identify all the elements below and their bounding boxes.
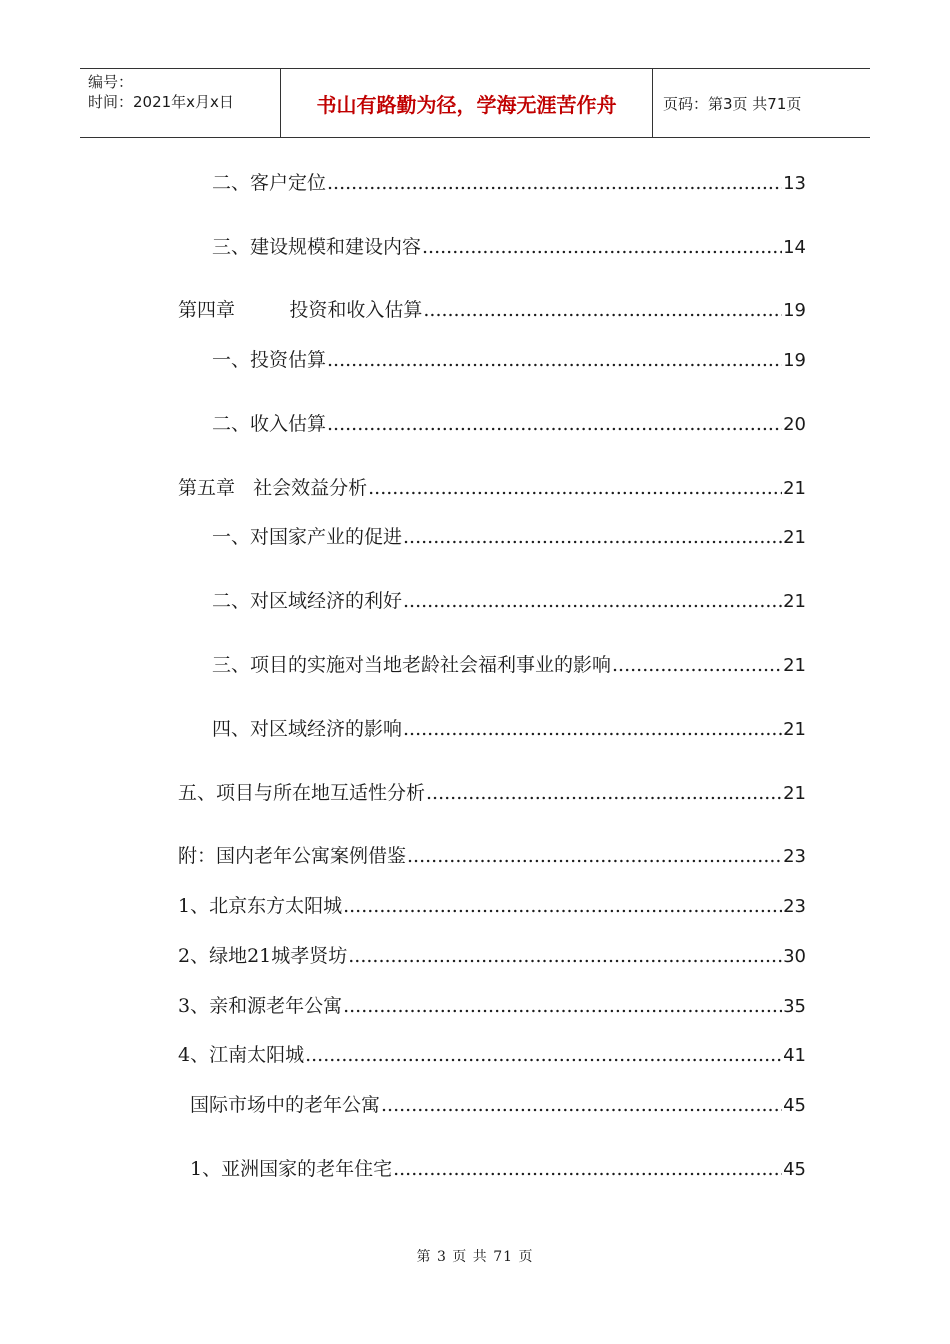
toc-entry[interactable]: [212, 411, 806, 438]
toc-entry[interactable]: [212, 524, 806, 551]
toc-entry-page: 23: [783, 846, 806, 867]
toc-leader: [381, 1092, 782, 1118]
toc-entry-title: 五、项目与所在地互适性分析: [178, 782, 426, 804]
toc-entry-page: 21: [783, 478, 806, 499]
toc-entry-page: 14: [783, 237, 806, 258]
toc-entry[interactable]: [178, 1042, 806, 1069]
toc-entry[interactable]: [212, 652, 806, 679]
toc-entry-title: 三、项目的实施对当地老龄社会福利事业的影响: [212, 654, 612, 676]
toc-leader: [403, 716, 782, 742]
toc-leader: [327, 411, 782, 437]
toc-entry[interactable]: [178, 943, 806, 970]
toc-entry-page: 20: [783, 414, 806, 435]
toc-entry-title: 附：国内老年公寓案例借鉴: [178, 845, 407, 867]
page-info: 页码：第3页 共71页: [663, 94, 802, 113]
toc-entry-title: 二、客户定位: [212, 172, 327, 194]
toc-entry[interactable]: [212, 588, 806, 615]
toc-leader: [422, 234, 782, 260]
toc-entry-title: 三、建设规模和建设内容: [212, 236, 422, 258]
time-label: 时间：2021年x月x日: [88, 93, 234, 111]
toc-leader: [348, 943, 782, 969]
toc-entry[interactable]: [178, 475, 806, 502]
toc-entry-page: 35: [783, 996, 806, 1017]
toc-entry[interactable]: [190, 1092, 806, 1119]
toc-entry[interactable]: [178, 297, 806, 324]
toc-entry[interactable]: [178, 843, 806, 870]
toc-entry-page: 13: [783, 173, 806, 194]
header-table: [80, 68, 870, 138]
header-meta-cell: [80, 69, 281, 137]
toc-leader: [407, 843, 782, 869]
toc-entry-page: 41: [783, 1045, 806, 1066]
toc-entry-title: 二、收入估算: [212, 413, 327, 435]
toc-entry-title: 1、北京东方太阳城: [178, 895, 343, 917]
toc-entry-page: 45: [783, 1159, 806, 1180]
toc-entry[interactable]: [212, 347, 806, 374]
toc-entry-title: 一、投资估算: [212, 349, 327, 371]
toc-entry-title: 第五章 社会效益分析: [178, 477, 368, 499]
toc-leader: [305, 1042, 782, 1068]
toc-leader: [423, 297, 782, 323]
toc-leader: [393, 1156, 782, 1182]
toc-entry-page: 21: [783, 783, 806, 804]
toc-entry-title: 国际市场中的老年公寓: [190, 1094, 381, 1116]
toc-entry-page: 30: [783, 946, 806, 967]
toc-leader: [327, 347, 782, 373]
toc-leader: [403, 588, 782, 614]
toc-entry-title: 4、江南太阳城: [178, 1044, 305, 1066]
toc-entry[interactable]: [178, 780, 806, 807]
page-footer: 第 3 页 共 71 页: [416, 1249, 534, 1265]
toc-leader: [612, 652, 782, 678]
toc-leader: [403, 524, 782, 550]
toc-leader: [327, 170, 782, 196]
toc-entry[interactable]: [212, 170, 806, 197]
toc-entry-page: 21: [783, 527, 806, 548]
toc-entry-page: 45: [783, 1095, 806, 1116]
toc-entry-title: 四、对区域经济的影响: [212, 718, 403, 740]
toc-leader: [343, 993, 782, 1019]
toc-entry[interactable]: [190, 1156, 806, 1183]
toc-entry-page: 23: [783, 896, 806, 917]
motto: 书山有路勤为径，学海无涯苦作舟: [281, 69, 653, 137]
toc-entry-title: 2、绿地21城孝贤坊: [178, 945, 348, 967]
toc-entry-page: 21: [783, 719, 806, 740]
number-label: 编号：: [88, 73, 134, 91]
toc-entry-title: 第四章 投资和收入估算: [178, 299, 423, 321]
toc-entry-page: 21: [783, 655, 806, 676]
toc-entry-title: 一、对国家产业的促进: [212, 526, 403, 548]
toc-entry[interactable]: [178, 893, 806, 920]
toc-leader: [426, 780, 782, 806]
toc-entry-page: 19: [783, 350, 806, 371]
toc-entry-title: 3、亲和源老年公寓: [178, 995, 343, 1017]
toc-entry-title: 二、对区域经济的利好: [212, 590, 403, 612]
toc-entry[interactable]: [212, 234, 806, 261]
toc-entry-title: 1、亚洲国家的老年住宅: [190, 1158, 393, 1180]
toc-entry-page: 21: [783, 591, 806, 612]
toc-leader: [343, 893, 782, 919]
toc-leader: [368, 475, 782, 501]
toc-entry[interactable]: [212, 716, 806, 743]
toc-entry-page: 19: [783, 300, 806, 321]
toc-entry[interactable]: [178, 993, 806, 1020]
